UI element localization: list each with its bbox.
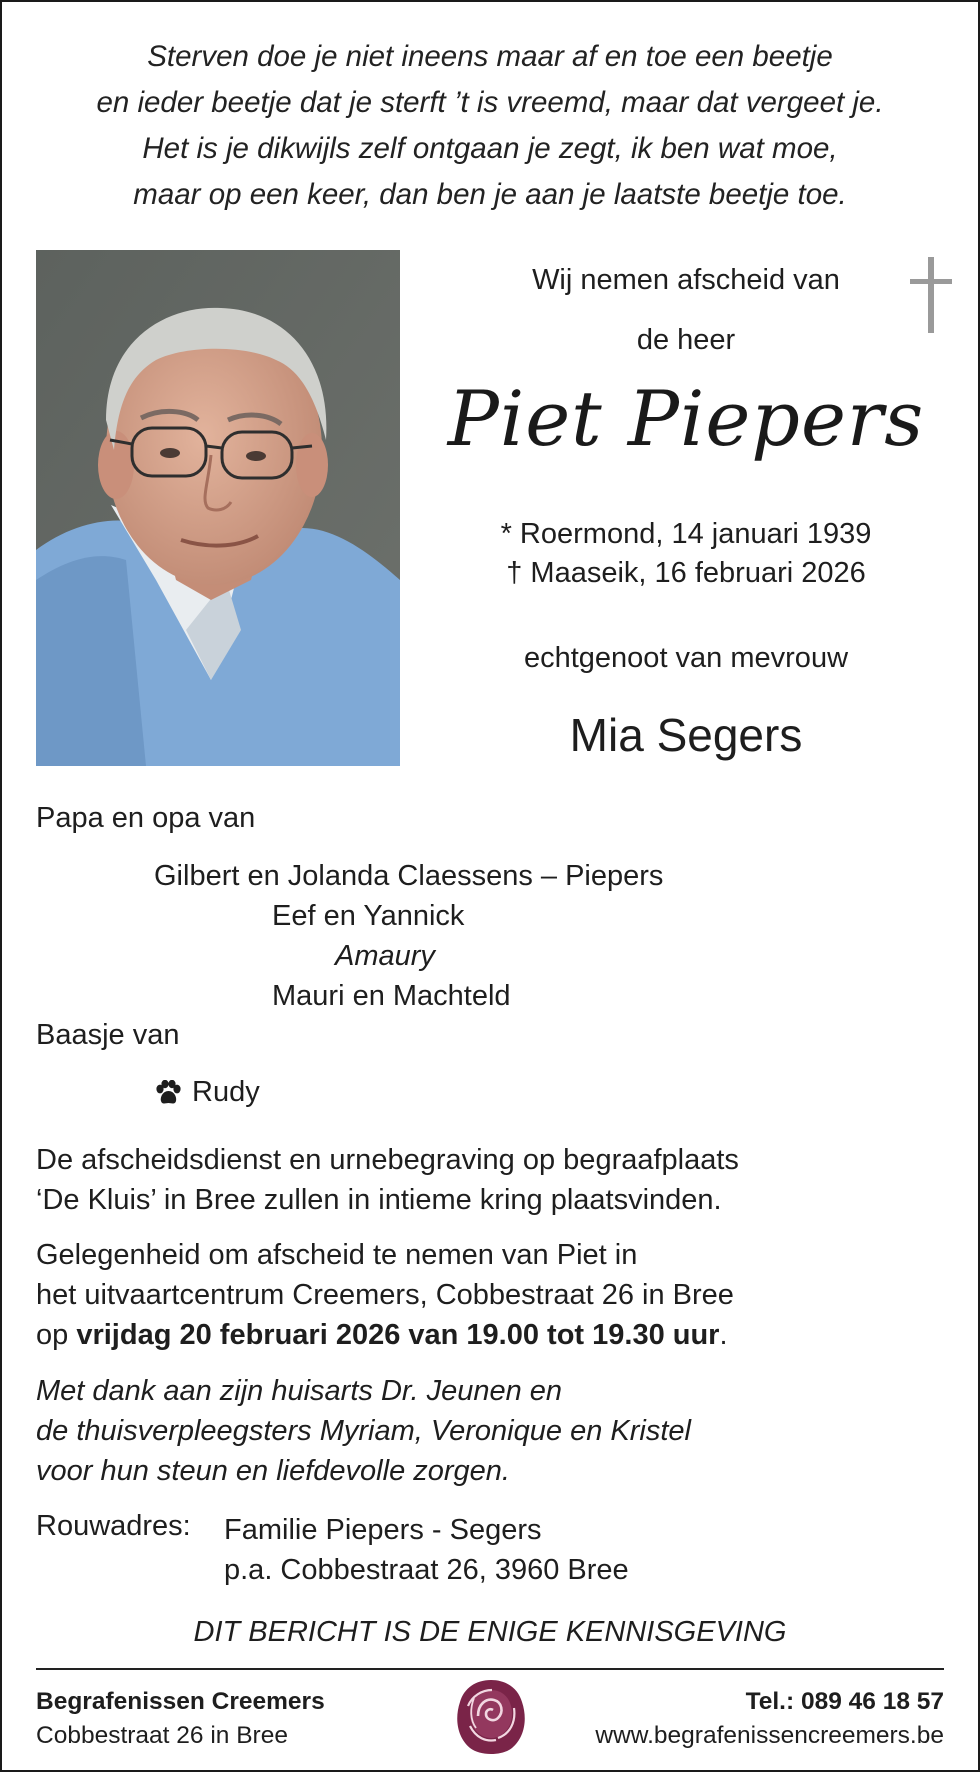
service-line: ‘De Kluis’ in Bree zullen in intieme kring plaatsvinden. bbox=[36, 1184, 722, 1216]
rose-logo-icon bbox=[454, 1676, 528, 1756]
thanks-line: Met dank aan zijn huisarts Dr. Jeunen en bbox=[36, 1375, 563, 1407]
poem-line: maar op een keer, dan ben je aan je laatste beetje toe. bbox=[133, 178, 847, 211]
poem-line: en ieder beetje dat je sterft ’t is vreemd, maar dat vergeet je. bbox=[96, 86, 884, 119]
address-block bbox=[224, 1510, 629, 1590]
poem bbox=[2, 34, 978, 218]
phone-number: Tel.: 089 46 18 57 bbox=[745, 1688, 944, 1715]
family-line: Amaury bbox=[335, 940, 435, 972]
intro-text: Wij nemen afscheid van bbox=[532, 264, 840, 296]
pet-intro: Baasje van bbox=[36, 1019, 180, 1051]
visitation-prefix: op bbox=[36, 1319, 77, 1351]
address-line: Familie Piepers - Segers bbox=[224, 1514, 542, 1546]
spouse-name: Mia Segers bbox=[569, 709, 803, 761]
visitation-suffix: . bbox=[719, 1319, 728, 1351]
visitation-datetime: vrijdag 20 februari 2026 van 19.00 tot 19.30 uur bbox=[76, 1319, 720, 1351]
spouse-intro: echtgenoot van mevrouw bbox=[523, 642, 849, 674]
family-intro: Papa en opa van bbox=[36, 802, 256, 834]
thanks-line: voor hun steun en liefdevolle zorgen. bbox=[36, 1455, 510, 1487]
poem-line: Sterven doe je niet ineens maar af en toe een beetje bbox=[147, 40, 833, 73]
family-line: Mauri en Machteld bbox=[272, 980, 511, 1012]
visitation-line: Gelegenheid om afscheid te nemen van Piet in bbox=[36, 1239, 638, 1271]
family-line: Eef en Yannick bbox=[272, 900, 465, 932]
company-address: Cobbestraat 26 in Bree bbox=[36, 1722, 288, 1749]
website-link[interactable]: www.begrafenissencreemers.be bbox=[595, 1722, 944, 1749]
paw-icon bbox=[154, 1080, 182, 1106]
birth-line: * Roermond, 14 januari 1939 bbox=[500, 518, 872, 550]
footer-divider bbox=[36, 1668, 944, 1670]
poem-line: Het is je dikwijls zelf ontgaan je zegt, ik ben wat moe, bbox=[142, 132, 838, 165]
address-label: Rouwadres: bbox=[36, 1510, 191, 1542]
thanks-line: de thuisverpleegsters Myriam, Veronique en Kristel bbox=[36, 1415, 691, 1447]
address-line: p.a. Cobbestraat 26, 3960 Bree bbox=[224, 1554, 629, 1586]
visitation-text bbox=[36, 1235, 734, 1355]
company-name: Begrafenissen Creemers bbox=[36, 1688, 325, 1715]
deceased-name: Piet Piepers bbox=[447, 374, 925, 463]
pet-name: Rudy bbox=[192, 1076, 260, 1108]
visitation-line: het uitvaartcentrum Creemers, Cobbestraat 26 in Bree bbox=[36, 1279, 734, 1311]
service-text bbox=[36, 1140, 739, 1220]
death-line: † Maaseik, 16 februari 2026 bbox=[506, 557, 866, 589]
thanks-text bbox=[36, 1371, 691, 1491]
service-line: De afscheidsdienst en urnebegraving op begraafplaats bbox=[36, 1144, 739, 1176]
visitation-line bbox=[36, 1315, 734, 1355]
title-text: de heer bbox=[636, 324, 736, 356]
portrait-photo bbox=[36, 250, 400, 766]
family-line: Gilbert en Jolanda Claessens – Piepers bbox=[154, 860, 664, 892]
notice-text: DIT BERICHT IS DE ENIGE KENNISGEVING bbox=[193, 1616, 787, 1648]
